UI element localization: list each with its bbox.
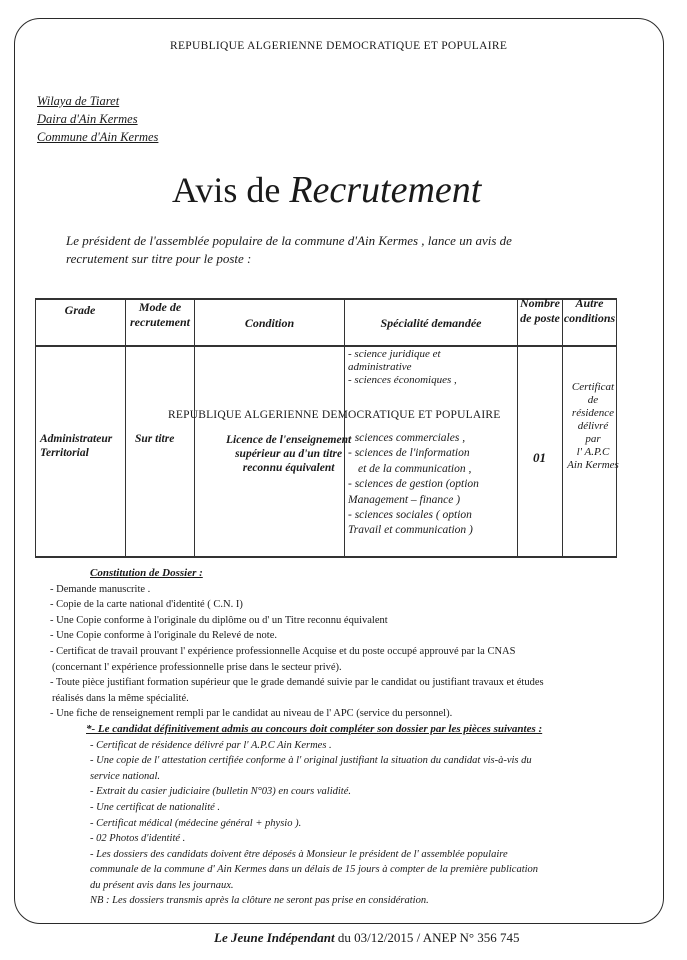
dossier-item: réalisés dans la même spécialité.: [52, 692, 189, 704]
specialite-item: - sciences économiques ,: [348, 374, 457, 386]
dossier-item: - Demande manuscrite .: [50, 583, 151, 595]
autre-line: résidence: [571, 407, 615, 419]
admis-item: du présent avis dans les journaux.: [90, 879, 234, 891]
specialite-item: - science juridique et: [348, 348, 441, 360]
footer-date: du 03/12/2015 / ANEP N° 356 745: [337, 930, 520, 945]
header-specialite: Spécialité demandée: [380, 316, 482, 330]
intro-line1: Le président de l'assemblée populaire de la commune d'Ain Kermes , lance un avis de: [66, 233, 512, 248]
condition-line2: supérieur au d'un titre: [235, 448, 343, 460]
dossier-section: [50, 566, 630, 909]
specialite-list: [348, 431, 479, 539]
admis-item: service national.: [90, 770, 160, 782]
admis-item: - Les dossiers des candidats doivent être déposés à Monsieur le président de l' assemblée populaire: [90, 848, 508, 860]
col-line-3: [344, 298, 345, 557]
specialite-item: administrative: [348, 361, 412, 373]
condition-line1: Licence de l'enseignement: [226, 434, 352, 446]
header-grade: Grade: [64, 303, 96, 317]
commune-line: Commune d'Ain Kermes: [37, 130, 159, 144]
specialite-item: Travail et communication ): [348, 524, 473, 537]
col-line-1: [125, 298, 126, 557]
intro-text: [66, 232, 566, 268]
footer-journal: Le Jeune Indépendant: [214, 930, 335, 945]
specialite-item: - sciences sociales ( option: [348, 509, 472, 522]
dossier-item: - Certificat de travail prouvant l' expérience professionnelle Acquise et du poste occupé approuvé par la CNAS: [50, 645, 516, 657]
intro-line2: recrutement sur titre pour le poste :: [66, 251, 252, 266]
admis-item: - 02 Photos d'identité .: [90, 833, 186, 845]
header-nombre: Nombre de poste: [520, 296, 560, 325]
cell-mode: Sur titre: [135, 433, 175, 445]
cell-grade: [40, 432, 112, 460]
dossier-item: - Une fiche de renseignement rempli par le candidat au niveau de l' APC (service du personnel).: [50, 708, 453, 720]
specialite-item: Management – finance ): [348, 493, 461, 506]
specialite-item: - sciences de gestion (option: [348, 478, 479, 491]
autre-line: Certificat: [571, 381, 615, 393]
admis-heading: *- Le candidat définitivement admis au concours doit compléter son dossier par les pièces suivantes :: [86, 722, 543, 735]
daira-line: Daira d'Ain Kermes: [37, 112, 138, 126]
specialite-item: - sciences commerciales ,: [348, 432, 466, 444]
table-bottom-border: [35, 556, 617, 558]
col-line-0: [35, 298, 36, 557]
cell-autre: [563, 381, 623, 472]
wilaya-line: Wilaya de Tiaret: [37, 94, 120, 108]
condition-line3: reconnu équivalent: [242, 462, 335, 474]
admis-item: - Une copie de l' attestation certifiée conforme à l' original justifiant la situation du candidat vis-à-vis du: [90, 755, 532, 767]
autre-line: délivré: [577, 420, 609, 432]
col-line-4: [517, 298, 518, 557]
grade-line1: Administrateur: [40, 433, 113, 445]
specialite-top: [348, 348, 457, 387]
specialite-item: et de la communication ,: [358, 462, 472, 475]
autre-line: Ain Kermes: [567, 459, 619, 471]
dossier-item: - Copie de la carte national d'identité ( C.N. I): [50, 599, 243, 611]
dossier-item: - Toute pièce justifiant formation supérieur que le grade demandé suivie par le candidat ou justifiant travaux et études: [50, 677, 544, 689]
republic-header: REPUBLIQUE ALGERIENNE DEMOCRATIQUE ET POPULAIRE: [170, 40, 508, 52]
header-mode: Mode de recrutement: [130, 300, 190, 329]
dossier-item: - Une Copie conforme à l'originale du diplôme ou d' un Titre reconnu équivalent: [50, 614, 388, 626]
header-condition: Condition: [244, 316, 295, 330]
admis-item: - Extrait du casier judiciaire (bulletin N°03) en cours validité.: [90, 786, 352, 798]
cell-condition: [226, 433, 351, 475]
admis-item: - Une certificat de nationalité .: [90, 801, 221, 813]
footer: [214, 930, 520, 946]
dossier-heading: Constitution de Dossier :: [90, 567, 203, 579]
grade-line2: Territorial: [40, 447, 89, 459]
header-autre: Autre conditions: [563, 296, 616, 325]
dossier-item: - Une Copie conforme à l'originale du Relevé de note.: [50, 630, 277, 642]
specialite-item: - sciences de l'information: [348, 447, 470, 460]
title-part2: Recrutement: [289, 169, 482, 211]
admis-item: - Certificat de résidence délivré par l' A.P.C Ain Kermes .: [90, 739, 332, 751]
title-part1: Avis de: [172, 170, 281, 210]
admis-item: - Certificat médical (médecine général + physio ).: [90, 817, 302, 829]
autre-line: l' A.P.C: [576, 446, 610, 458]
cell-nombre: 01: [533, 450, 546, 465]
page-title: [172, 168, 481, 212]
col-line-2: [194, 298, 195, 557]
autre-line: par: [585, 433, 601, 445]
nb-note: NB : Les dossiers transmis après la clôture ne seront pas prise en considération.: [90, 895, 429, 907]
overlay-republic-text: REPUBLIQUE ALGERIENNE DEMOCRATIQUE ET POPULAIRE: [168, 409, 501, 421]
admis-item: communale de la commune d' Ain Kermes dans un délais de 15 jours à compter de la première publication: [90, 864, 539, 876]
autre-line: de: [587, 394, 599, 406]
table-header-divider: [35, 345, 617, 347]
dossier-item: (concernant l' expérience professionnelle prise dans le secteur privé).: [52, 661, 342, 673]
